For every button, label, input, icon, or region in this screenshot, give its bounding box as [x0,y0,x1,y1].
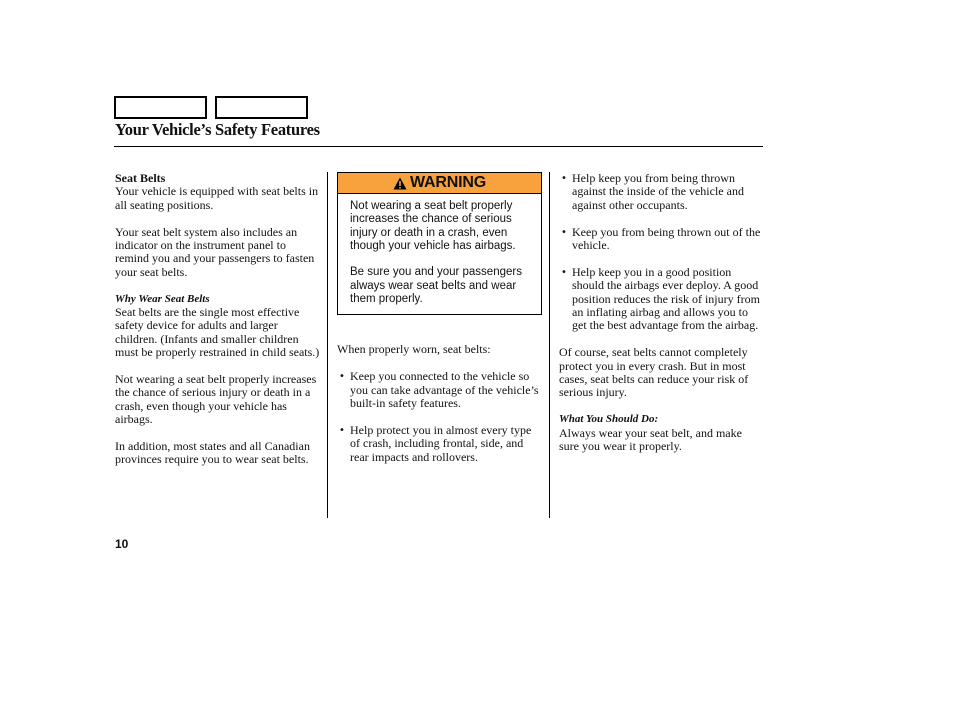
warning-text: Not wearing a seat belt properly increases the chance of serious injury or death in a crash, even though your vehicle has airbags. [350,200,516,252]
paragraph: Your vehicle is equipped with seat belts in all seating positions. [115,184,319,212]
warning-text: Be sure you and your passengers always wear seat belts and wear them properly. [350,266,522,306]
bullet-list [337,370,542,464]
subheading-why-wear-seat-belts: Why Wear Seat Belts [115,292,210,305]
paragraph: In addition, most states and all Canadian provinces require you to wear seat belts. [115,439,310,467]
paragraph: Always wear your seat belt, and make sure you wear it properly. [559,425,742,454]
column-divider-1 [327,172,328,518]
right-column [559,172,764,453]
list-item: • Keep you connected to the vehicle so you can take advantage of the vehicle’s built-in safety features. [339,369,539,410]
paragraph: Of course, seat belts cannot completely protect you in every crash. But in most cases, seat belts can reduce your risk of serious injury. [559,345,749,400]
warning-triangle-icon [393,177,407,190]
nav-tab-box-2[interactable] [215,96,308,119]
warning-header [338,173,541,194]
list-item: • Help keep you in a good position should the airbags ever deploy. A good position reduces the risk of injury from an inflating airbag and allows you to get the best advantage from the airbag. [561,264,760,333]
paragraph: Seat belts are the single most effective safety device for adults and larger children. (Infants and smaller children must be properly restrained in child seats.) [115,305,320,360]
list-item: • Help keep you from being thrown against the inside of the vehicle and against other occupants. [561,171,744,212]
paragraph-intro: When properly worn, seat belts: [337,342,491,357]
bullet-icon: • [339,424,345,436]
title-rule [114,146,763,147]
subheading-what-you-should-do: What You Should Do: [559,413,659,426]
page-number: 10 [115,537,129,551]
left-column [115,172,320,467]
page-title: Your Vehicle’s Safety Features [115,120,320,139]
column-divider-2 [549,172,550,518]
paragraph: Not wearing a seat belt properly increases the chance of serious injury or death in a crash, even though your vehicle has airbags. [115,372,317,427]
bullet-icon: • [339,371,345,383]
middle-column [337,172,542,464]
bullet-icon: • [561,226,567,238]
nav-tab-box-1[interactable] [114,96,207,119]
warning-box [337,172,542,315]
section-heading-seat-belts: Seat Belts [115,171,166,185]
warning-label: WARNING [410,174,486,192]
paragraph: Your seat belt system also includes an indicator on the instrument panel to remind you and your passengers to fasten your seat belts. [115,224,315,279]
list-item: • Help protect you in almost every type of crash, including frontal, side, and rear impacts and rollovers. [339,422,532,464]
bullet-list [559,172,764,333]
bullet-icon: • [561,266,567,278]
warning-body [338,194,541,314]
bullet-icon: • [561,173,567,184]
list-item: • Keep you from being thrown out of the vehicle. [561,224,761,253]
